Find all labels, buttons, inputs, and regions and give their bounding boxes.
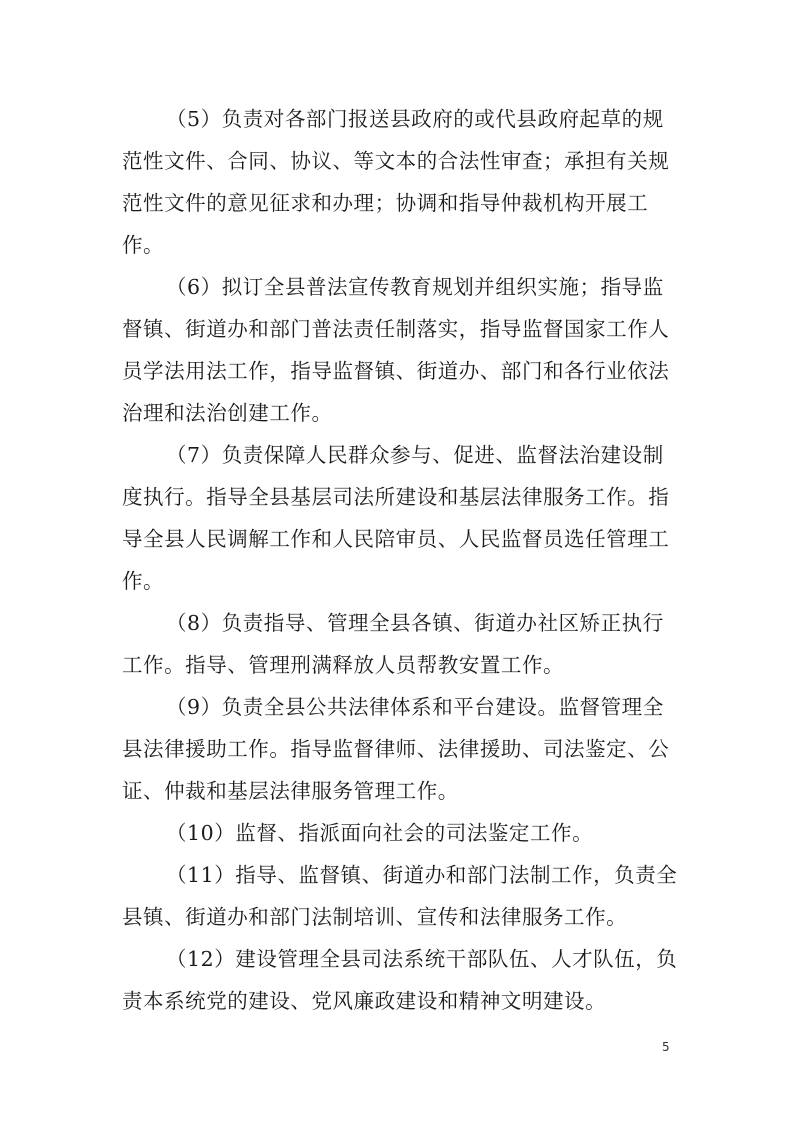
paragraph-line: 范性文件的意见征求和办理；协调和指导仲裁机构开展工 bbox=[122, 191, 649, 215]
paragraph-line: 员学法用法工作，指导监督镇、街道办、部门和各行业依法 bbox=[122, 359, 670, 383]
paragraph-line: 责本系统党的建设、党风廉政建设和精神文明建设。 bbox=[122, 989, 607, 1013]
paragraph-line: 督镇、街道办和部门普法责任制落实，指导监督国家工作人 bbox=[122, 317, 670, 341]
paragraph-line: 度执行。指导全县基层司法所建设和基层法律服务工作。指 bbox=[122, 485, 670, 509]
paragraph-line: 导全县人民调解工作和人民陪审员、人民监督员选任管理工 bbox=[122, 527, 670, 551]
paragraph-line: 证、仲裁和基层法律服务管理工作。 bbox=[122, 779, 459, 803]
paragraph-line: 作。 bbox=[122, 569, 165, 593]
paragraph-line: （8）负责指导、管理全县各镇、街道办社区矫正执行 bbox=[166, 611, 664, 635]
paragraph-line: 作。 bbox=[122, 233, 165, 257]
paragraph-line: （11）指导、监督镇、街道办和部门法制工作，负责全 bbox=[166, 863, 678, 887]
paragraph-line: 工作。指导、管理刑满释放人员帮教安置工作。 bbox=[122, 653, 565, 677]
paragraph-line: 县法律援助工作。指导监督律师、法律援助、司法鉴定、公 bbox=[122, 737, 670, 761]
paragraph-line: 治理和法治创建工作。 bbox=[122, 401, 333, 425]
page-number: 5 bbox=[662, 1040, 670, 1054]
paragraph-line: （6）拟订全县普法宣传教育规划并组织实施；指导监 bbox=[166, 275, 664, 299]
paragraph-line: （5）负责对各部门报送县政府的或代县政府起草的规 bbox=[166, 107, 664, 131]
paragraph-line: （9）负责全县公共法律体系和平台建设。监督管理全 bbox=[166, 695, 664, 719]
paragraph-line: 县镇、街道办和部门法制培训、宣传和法律服务工作。 bbox=[122, 905, 628, 929]
paragraph-line: （7）负责保障人民群众参与、促进、监督法治建设制 bbox=[166, 443, 664, 467]
paragraph-line: （10）监督、指派面向社会的司法鉴定工作。 bbox=[166, 821, 594, 845]
paragraph-line: 范性文件、合同、协议、等文本的合法性审查；承担有关规 bbox=[122, 149, 670, 173]
paragraph-line: （12）建设管理全县司法系统干部队伍、人才队伍，负 bbox=[166, 947, 678, 971]
